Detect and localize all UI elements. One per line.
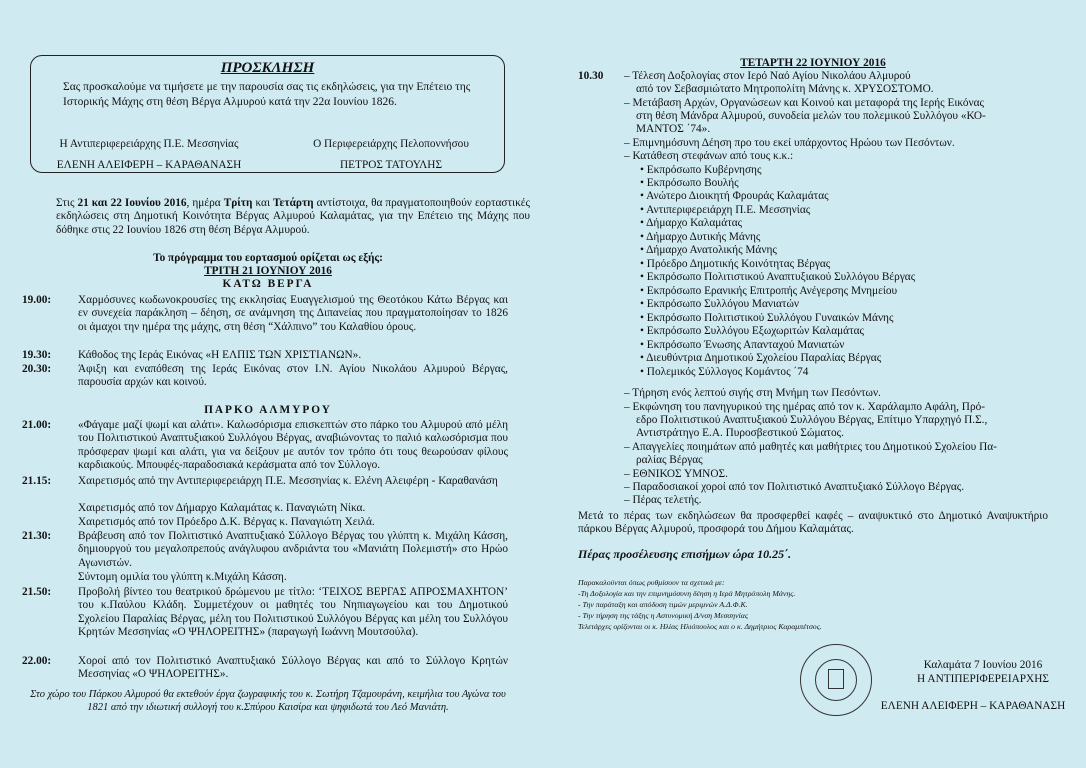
ceremony-line: – Επιμνημόσυνη Δέηση προ του εκεί υπάρχοντος Ηρώου των Πεσόντων. <box>624 137 955 149</box>
wreath-item: • Ανώτερο Διοικητή Φρουράς Καλαμάτας <box>640 190 829 202</box>
ceremony-line: – Απαγγελίες ποιημάτων από μαθητές και μαθήτριες του Δημοτικού Σχολείου Πα- <box>624 441 997 453</box>
ceremony-line: Αντιστράτηγο Ε.Α. Πυροσβεστικού Σώματος. <box>636 427 844 439</box>
wreath-item: • Εκπρόσωπο Συλλόγου Εξωχωριτών Καλαμάτας <box>640 325 865 337</box>
ceremony-line: ραλίας Βέργας <box>636 454 703 466</box>
park-place: ΠΑΡΚΟ ΑΛΜΥΡΟΥ <box>204 404 332 416</box>
ceremony-line: – Πέρας τελετής. <box>624 494 702 506</box>
signature-role: Η ΑΝΤΙΠΕΡΙΦΕΡΕΙΑΡΧΗΣ <box>917 673 1049 685</box>
intro-paragraph: Στις 21 και 22 Ιουνίου 2016, ημέρα Τρίτη και Τετάρτη αντίστοιχα, θα πραγματοποιηθούν εορταστικές εκδηλώσεις στη Δημοτική Κοινότητα Βέργας Αλμυρού Καλαμάτας, για την Επέτειο της Μάχης που δόθηκε στις 22 Ιουνίου 1826 στη θέση Βέργα Αλμυρού. <box>56 197 531 236</box>
wreath-item: • Αντιπεριφερειάρχη Π.Ε. Μεσσηνίας <box>640 204 811 216</box>
wreath-item: • Εκπρόσωπο Πολιτιστικού Συλλόγου Γυναικών Μάνης <box>640 312 894 324</box>
note-line: - Την παράταξη και απόδοση τιμών μεριμνών Α.Δ.Φ.Κ. <box>578 600 748 609</box>
ceremony-line: από τον Σεβασμιώτατο Μητροπολίτη Μάνης κ. ΧΡΥΣΟΣΤΟΜΟ. <box>636 83 934 95</box>
wreath-item: • Πρόεδρο Δημοτικής Κοινότητας Βέργας <box>640 258 831 270</box>
wreath-item: • Εκπρόσωπο Κυβέρνησης <box>640 164 762 176</box>
wednesday-time: 10.30 <box>578 70 604 82</box>
note-line: Τελετάρχες ορίζονται οι κ. Ηλίας Ηλιόπουλος και ο κ. Δημήτριος Καραμπέτσος. <box>578 622 822 631</box>
wreath-item: • Εκπρόσωπο Συλλόγου Μανιατών <box>640 298 800 310</box>
wreath-item: • Δήμαρχο Καλαμάτας <box>640 217 743 229</box>
tuesday-title: ΤΡΙΤΗ 21 ΙΟΥΝΙΟΥ 2016 <box>204 265 332 277</box>
invitation-text: Σας προσκαλούμε να τιμήσετε με την παρουσία σας τις εκδηλώσεις, για την Επέτειο της Ιστορικής Μάχης στη θέση Βέργα Αλμυρού κατά την 22α Ιουνίου 1826. <box>63 81 471 108</box>
wreath-item: • Εκπρόσωπο Πολιτιστικού Αναπτυξιακού Συλλόγου Βέργας <box>640 271 916 283</box>
place-date: Καλαμάτα 7 Ιουνίου 2016 <box>923 659 1043 671</box>
ceremony-line: εδρο Πολιτιστικού Αναπτυξιακού Συλλόγου Βέργας, Επίτιμο Υπαρχηγό Π.Σ., <box>636 414 988 426</box>
tuesday-place: ΚΑΤΩ ΒΕΡΓΑ <box>222 278 314 290</box>
ceremony-line: στη θέση Μάνδρα Αλμυρού, συνοδεία μελών του πολεμικού Συλλόγου «ΚΟ- <box>636 110 986 122</box>
note-line: - Την τήρηση της τάξης η Αστυνομική Δ/νση Μεσσηνίας <box>578 611 749 620</box>
arrival-deadline: Πέρας προσέλευσης επισήμων ώρα 10.25΄. <box>578 547 792 561</box>
signer2-name: ΠΕΤΡΟΣ ΤΑΤΟΥΛΗΣ <box>339 159 443 171</box>
signer1-role: Η Αντιπεριφερειάρχης Π.Ε. Μεσσηνίας <box>59 138 239 150</box>
wednesday-title: ΤΕΤΑΡΤΗ 22 ΙΟΥΝΙΟΥ 2016 <box>740 57 886 69</box>
signer1-name: ΕΛΕΝΗ ΑΛΕΙΦΕΡΗ – ΚΑΡΑΘΑΝΑΣΗ <box>56 159 242 171</box>
ceremony-line: – Παραδοσιακοί χοροί από τον Πολιτιστικό Αναπτυξιακό Σύλλογο Βέργας. <box>624 481 965 493</box>
ceremony-line: – Εκφώνηση του πανηγυρικού της ημέρας από τον κ. Χαράλαμπο Αφάλη, Πρό- <box>624 401 986 413</box>
invitation-title: ΠΡΟΣΚΛΗΣΗ <box>220 60 315 76</box>
wreath-item: • Δήμαρχο Δυτικής Μάνης <box>640 231 761 243</box>
ceremony-line: – Τέλεση Δοξολογίας στον Ιερό Ναό Αγίου Νικολάου Αλμυρού <box>624 70 911 82</box>
invitation-box <box>30 55 505 173</box>
exhibition-note: Στο χώρο του Πάρκου Αλμυρού θα εκτεθούν έργα ζωγραφικής του κ. Σωτήρη Τζαμουράνη, κειμήλια του Αγώνα του 1821 από την ιδιωτική συλλογή του κ.Σπύρου Καισίρα και ψηφιδωτά του Λεό Μανιάτη. <box>30 689 506 713</box>
program-heading: Το πρόγραμμα του εορτασμού ορίζεται ως εξής: <box>153 252 383 264</box>
wreath-item: • Διευθύντρια Δημοτικού Σχολείου Παραλίας Βέργας <box>640 352 882 364</box>
wreath-item: • Εκπρόσωπο Βουλής <box>640 177 739 189</box>
wreath-item: • Εκπρόσωπο Ερανικής Επιτροπής Ανέγερσης Μνημείου <box>640 285 898 297</box>
official-seal-icon <box>800 644 872 716</box>
ceremony-line: – Κατάθεση στεφάνων από τους κ.κ.: <box>624 150 794 162</box>
ceremony-line: – ΕΘΝΙΚΟΣ ΥΜΝΟΣ. <box>624 468 728 480</box>
signature-name: ΕΛΕΝΗ ΑΛΕΙΦΕΡΗ – ΚΑΡΑΘΑΝΑΣΗ <box>880 700 1066 712</box>
ceremony-line: – Μετάβαση Αρχών, Οργανώσεων και Κοινού και μεταφορά της Ιερής Εικόνας <box>624 97 984 109</box>
closing-text: Μετά το πέρας των εκδηλώσεων θα προσφερθεί καφές – αναψυκτικό στο Δημοτικό Αναψυκτήριο πάρκου Βέργας Αλμυρού, προσφορά του Δήμου Καλαμάτας. <box>578 510 1048 536</box>
note-line: Παρακαλούνται όπως ρυθμίσουν τα σχετικά με: <box>578 578 725 587</box>
wreath-item: • Δήμαρχο Ανατολικής Μάνης <box>640 244 777 256</box>
signer2-role: Ο Περιφερειάρχης Πελοποννήσου <box>313 138 469 150</box>
ceremony-line: – Τήρηση ενός λεπτού σιγής στη Μνήμη των Πεσόντων. <box>624 387 881 399</box>
wreath-item: • Εκπρόσωπο Ένωσης Απανταχού Μανιατών <box>640 339 845 351</box>
ceremony-line: ΜΑΝΤΟΣ ΄74». <box>636 123 711 135</box>
note-line: -Τη Δοξολογία και την επιμνημόσυνη δέηση η Ιερά Μητρόπολη Μάνης. <box>578 589 796 598</box>
wreath-item: • Πολεμικός Σύλλογος Κομάντος ΄74 <box>640 366 809 378</box>
